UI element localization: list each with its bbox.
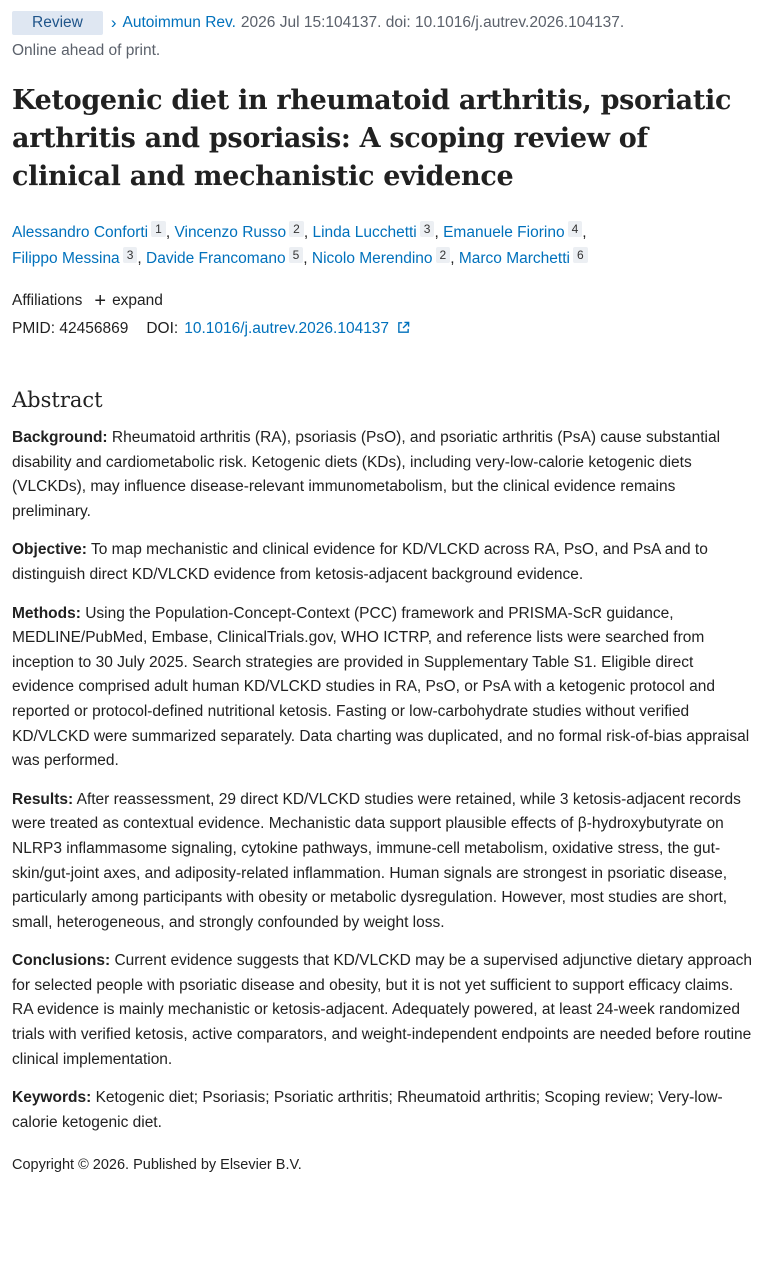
expand-label[interactable]: expand [112,292,163,309]
abstract-objective [12,538,756,587]
journal-link[interactable] [111,13,236,33]
external-link-icon[interactable] [397,321,410,334]
author-name[interactable]: Vincenzo Russo [174,224,287,241]
online-status: Online ahead of print. [12,42,161,59]
author-name[interactable]: Marco Marchetti [458,250,570,267]
pmid-label: PMID: [12,320,56,337]
citation-details: 2026 Jul 15:104137. doi: 10.1016/j.autrev.2026.104137. [240,14,625,31]
abstract-conclusions [12,949,756,1072]
author-item[interactable] [312,250,450,267]
keywords-label: Keywords: [12,1089,92,1107]
background-label: Background: [12,429,108,446]
plus-icon[interactable]: + [94,290,107,312]
results-label: Results: [12,790,74,808]
affiliation-number[interactable]: 3 [123,247,138,263]
affiliation-number[interactable]: 3 [420,221,435,237]
author-name[interactable]: Davide Francomano [146,250,286,267]
objective-text: To map mechanistic and clinical evidence for KD/VLCKD across RA, PsO, and PsA and to distinguish direct KD/VLCKD evidence from ketosis-adjacent background evidence. [12,541,708,583]
author-item[interactable] [312,224,434,241]
doi-link[interactable] [184,320,410,338]
author-item[interactable] [12,250,137,267]
affiliations-toggle[interactable] [12,292,756,310]
article-title: Ketogenic diet in rheumatoid arthritis, psoriatic arthritis and psoriasis: A scoping review of clinical and mechanistic evidence [12,85,732,192]
author-name[interactable]: Linda Lucchetti [312,224,417,241]
affiliation-number[interactable]: 6 [573,247,588,263]
affiliation-number[interactable]: 5 [289,247,304,263]
affiliation-number[interactable]: 1 [151,221,166,237]
author-item[interactable] [12,224,166,241]
background-text: Rheumatoid arthritis (RA), psoriasis (PsO), and psoriatic arthritis (PsA) cause substantial disability and cardiometabolic risk. Ketogenic diets (KDs), including very-low-calorie ketogenic diets (VLCKDs), may influence disease-relevant immunometabolism, but the clinical evidence remains preliminary. [12,429,721,520]
affiliation-number[interactable]: 2 [289,221,304,237]
author-item[interactable] [443,224,582,241]
abstract-methods [12,602,756,774]
citation-row [12,10,756,36]
identifiers-row [12,320,756,338]
affiliation-number[interactable]: 4 [568,221,583,237]
abstract-background [12,426,756,524]
author-list: Alessandro Conforti 1 , Vincenzo Russo 2 , Linda Lucchetti 3 , Emanuele Fiorino 4 , Filippo Messina 3 , Davide Francomano 5 , Nicolo Merendino 2 , Marco Marchetti 6 [12,222,587,267]
keywords-text: Ketogenic diet; Psoriasis; Psoriatic arthritis; Rheumatoid arthritis; Scoping review; Very-low-calorie ketogenic diet. [12,1089,723,1131]
author-name[interactable]: Filippo Messina [12,250,120,267]
keywords [12,1086,756,1135]
review-badge[interactable]: Review [12,11,103,35]
author-item[interactable] [146,250,303,267]
author-name[interactable]: Emanuele Fiorino [443,224,565,241]
author-item[interactable] [174,224,303,241]
results-text: After reassessment, 29 direct KD/VLCKD studies were retained, while 3 ketosis-adjacent records were treated as contextual evidence. Mechanistic data support plausible effects of β-hydroxybutyrate on NLRP3 inflammasome signaling, cytokine pathways, immune-cell metabolism, oxidative stress, the gut-skin/gut-joint axes, and adiposity-related inflammation. Human signals are strongest in psoriatic disease, particularly among participants with obesity or metabolic dysregulation. However, most studies are short, small, heterogeneous, and strongly confounded by weight loss. [12,790,741,931]
doi-value[interactable]: 10.1016/j.autrev.2026.104137 [184,320,390,337]
author-name[interactable]: Alessandro Conforti [12,224,149,241]
abstract-heading: Abstract [12,388,103,412]
pmid-value: 42456869 [59,320,129,337]
affiliation-number[interactable]: 2 [436,247,451,263]
methods-label: Methods: [12,604,81,622]
methods-text: Using the Population-Concept-Context (PCC) framework and PRISMA-ScR guidance, MEDLINE/PubMed, Embase, ClinicalTrials.gov, WHO ICTRP, and reference lists were searched from inception to 30 July 2025. Search strategies are provided in Supplementary Table S1. Eligible direct evidence comprised adult human KD/VLCKD studies in RA, PsO, or PsA with a ketogenic protocol and reported or protocol-defined nutritional ketosis. Fasting or low-carbohydrate studies without verified KD/VLCKD were summarized separately. Data charting was duplicated, and no formal risk-of-bias appraisal was performed. [12,604,750,770]
affiliations-label[interactable]: Affiliations [12,292,83,309]
abstract-results [12,788,756,936]
author-item[interactable] [459,250,588,267]
copyright-notice: Copyright © 2026. Published by Elsevier B.V. [12,1157,302,1174]
chevron-right-icon: › [110,13,117,32]
author-name[interactable]: Nicolo Merendino [311,250,433,267]
objective-label: Objective: [12,541,87,559]
journal-name[interactable]: Autoimmun Rev. [122,14,236,31]
conclusions-label: Conclusions: [12,952,111,970]
doi-label: DOI: [146,320,179,337]
conclusions-text: Current evidence suggests that KD/VLCKD may be a supervised adjunctive dietary approach for selected people with psoriatic disease and obesity, but it is not yet sufficient to support efficacy claims. RA evidence is mainly mechanistic or ketosis-adjacent. Adequately powered, at least 24-week randomized trials with verified ketosis, active comparators, and weight-independent endpoints are needed before routine clinical implementation. [12,952,753,1068]
